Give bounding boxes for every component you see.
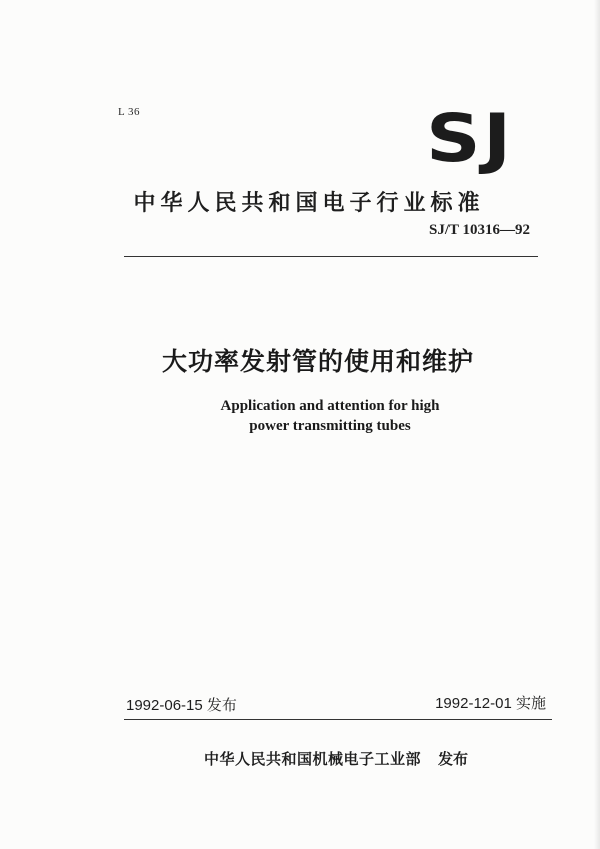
issue-date: 1992-06-15 发布 (126, 697, 237, 714)
document-title-english-line-1: Application and attention for high (220, 398, 440, 414)
effective-date: 1992-12-01 实施 (435, 695, 546, 712)
footer-divider (124, 719, 552, 720)
sj-logo: SJ (426, 100, 514, 177)
scan-edge-shadow (594, 0, 600, 849)
publisher-name: 中华人民共和国机械电子工业部 (204, 750, 422, 768)
industry-standard-title: 中华人民共和国电子行业标准 (133, 191, 485, 216)
standard-number: SJ/T 10316—92 (429, 222, 530, 238)
document-title-english-line-2: power transmitting tubes (249, 418, 411, 434)
header-divider (124, 256, 538, 257)
document-title-chinese: 大功率发射管的使用和维护 (161, 347, 474, 376)
classification-code: L 36 (118, 106, 141, 118)
publish-label: 发布 (438, 750, 469, 768)
